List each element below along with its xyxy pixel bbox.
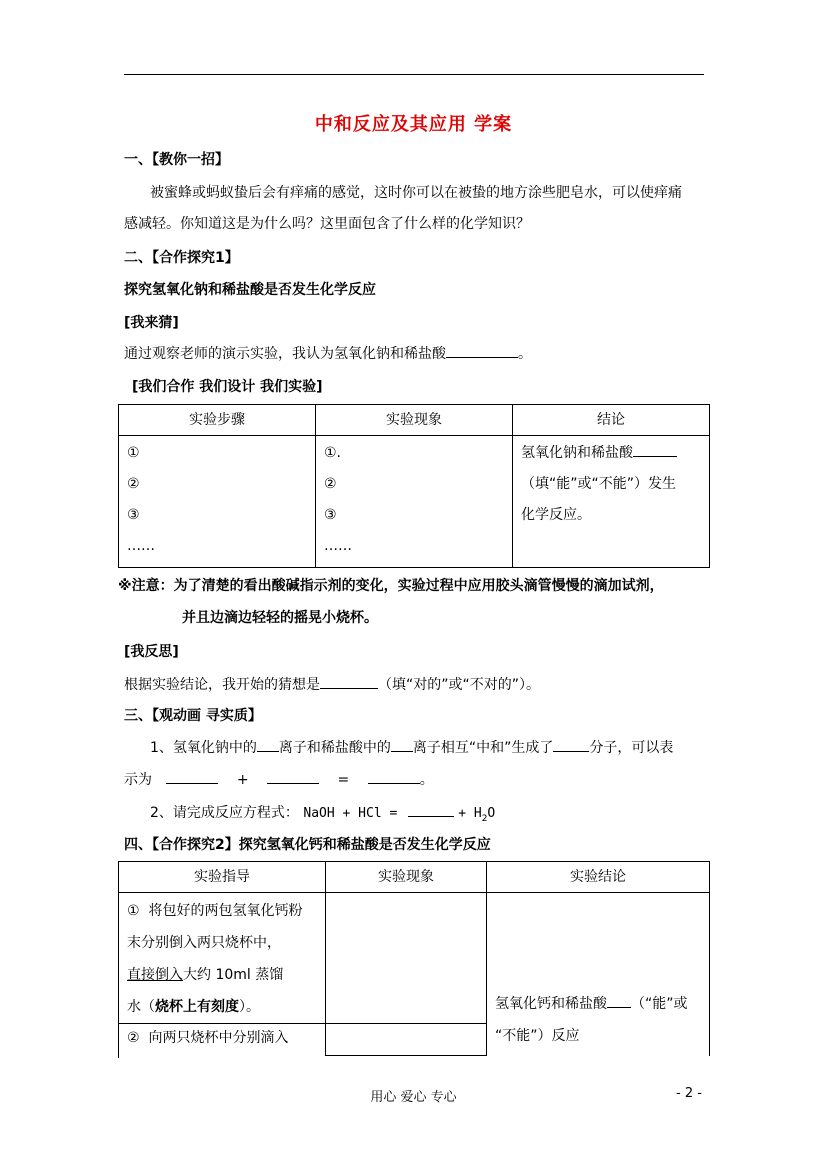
page-title: 中和反应及其应用 学案 [314,114,513,135]
conclusion-line1: 氢氧化钠和稀盐酸 [521,438,701,469]
table2-left-edge [118,1056,119,1058]
conclusion-line3: 化学反应。 [521,507,591,523]
table2-header-phenomena: 实验现象 [326,862,487,893]
table1-conclusion-cell [513,436,710,568]
step-item: ② [127,476,140,492]
table1-header-steps: 实验步骤 [119,405,316,436]
conclusion-blank [633,442,677,457]
section3-item1-line2: 示为 + = 。 [124,769,434,790]
section3-item2: 2、请完成反应方程式： NaOH + HCl = + $H_2O$ [150,802,495,829]
section1-para-line2: 感减轻。你知道这是为什么吗？这里面包含了什么样的化学知识？ [124,216,530,232]
equation-product-blank [408,802,454,817]
equation-blank-1 [166,769,218,784]
section3-item1-line1: 1、氢氧化钠中的 离子和稀盐酸中的 离子相互“中和”生成了 分子，可以表 [150,737,673,758]
table2-header-guide: 实验指导 [119,862,326,893]
table1-steps-cell [119,436,316,568]
step-item: ③ [127,507,140,523]
table2-step1-phenomena-cell [326,893,487,1024]
table1-header-phenomena: 实验现象 [316,405,513,436]
table1-phenomena-cell [316,436,513,568]
footer-motto: 用心 爱心 专心 [370,1090,457,1105]
guess-label: [我来猜] [124,315,179,331]
cooperate-label: [我们合作 我们设计 我们实验] [132,379,323,395]
section2-topic: 探究氢氧化钠和稀盐酸是否发生化学反应 [124,282,376,298]
ion-blank-1 [257,737,279,752]
table2-conclusion-cell: 氢氧化钙和稀盐酸 （“能”或 “不能”）反应 [487,893,710,1056]
guess-end: 。 [518,346,532,362]
table2-step1-cell [119,893,326,1024]
note-line2: 并且边滴边轻轻的摇晃小烧杯。 [182,610,378,626]
equation-blank-3 [368,769,420,784]
table2-header-conclusion: 实验结论 [487,862,710,893]
conclusion-line2: （填“能”或“不能”）发生 [521,476,677,492]
phenomenon-item: ①. [324,445,342,461]
table2-step2-phenomena-cell [326,1024,487,1056]
section1-para-line1: 被蜜蜂或蚂蚁蛰后会有痒痛的感觉，这时你可以在被蛰的地方涂些肥皂水，可以使痒痛 [150,185,682,201]
header-rule [124,74,704,75]
section4-heading: 四、【合作探究2】探究氢氧化钙和稀盐酸是否发生化学反应 [124,837,491,853]
table1-header-conclusion: 结论 [513,405,710,436]
guess-text: 通过观察老师的演示实验，我认为氢氧化钠和稀盐酸 [124,346,446,362]
page-number: - 2 - [676,1086,702,1101]
table2-step2-cell: ② 向两只烧杯中分别滴入 [119,1024,326,1056]
section1-heading: 一、【教你一招】 [124,152,229,168]
step1-text: ① 将包好的两包氢氧化钙粉 末分别倒入两只烧杯中， 直接倒入大约 10ml 蒸馏 水（烧杯上有刻度）。 [127,903,303,1015]
ion-blank-2 [391,737,413,752]
experiment1-table [118,404,710,568]
reflect-label: [我反思] [124,644,179,660]
equation-blank-2 [267,769,319,784]
reflect-blank [320,674,378,689]
section3-heading: 三、【观动画 寻实质】 [124,708,262,724]
note-line1: ※注意：为了清楚的看出酸碱指示剂的变化，实验过程中应用胶头滴管慢慢的滴加试剂， [118,578,664,594]
guess-blank [446,343,518,358]
reflect-line: 根据实验结论，我开始的猜想是 （填“对的”或“不对的”）。 [124,674,540,695]
guess-line [124,343,532,364]
molecule-blank [553,737,589,752]
phenomenon-item: ② [324,476,337,492]
phenomenon-item: ③ [324,507,337,523]
phenomenon-item: …… [324,538,352,554]
section2-heading: 二、【合作探究1】 [124,250,239,266]
step-item: ① [127,445,140,461]
table2-conclusion-blank [607,993,631,1008]
step-item: …… [127,538,155,554]
experiment2-table [118,861,710,1056]
